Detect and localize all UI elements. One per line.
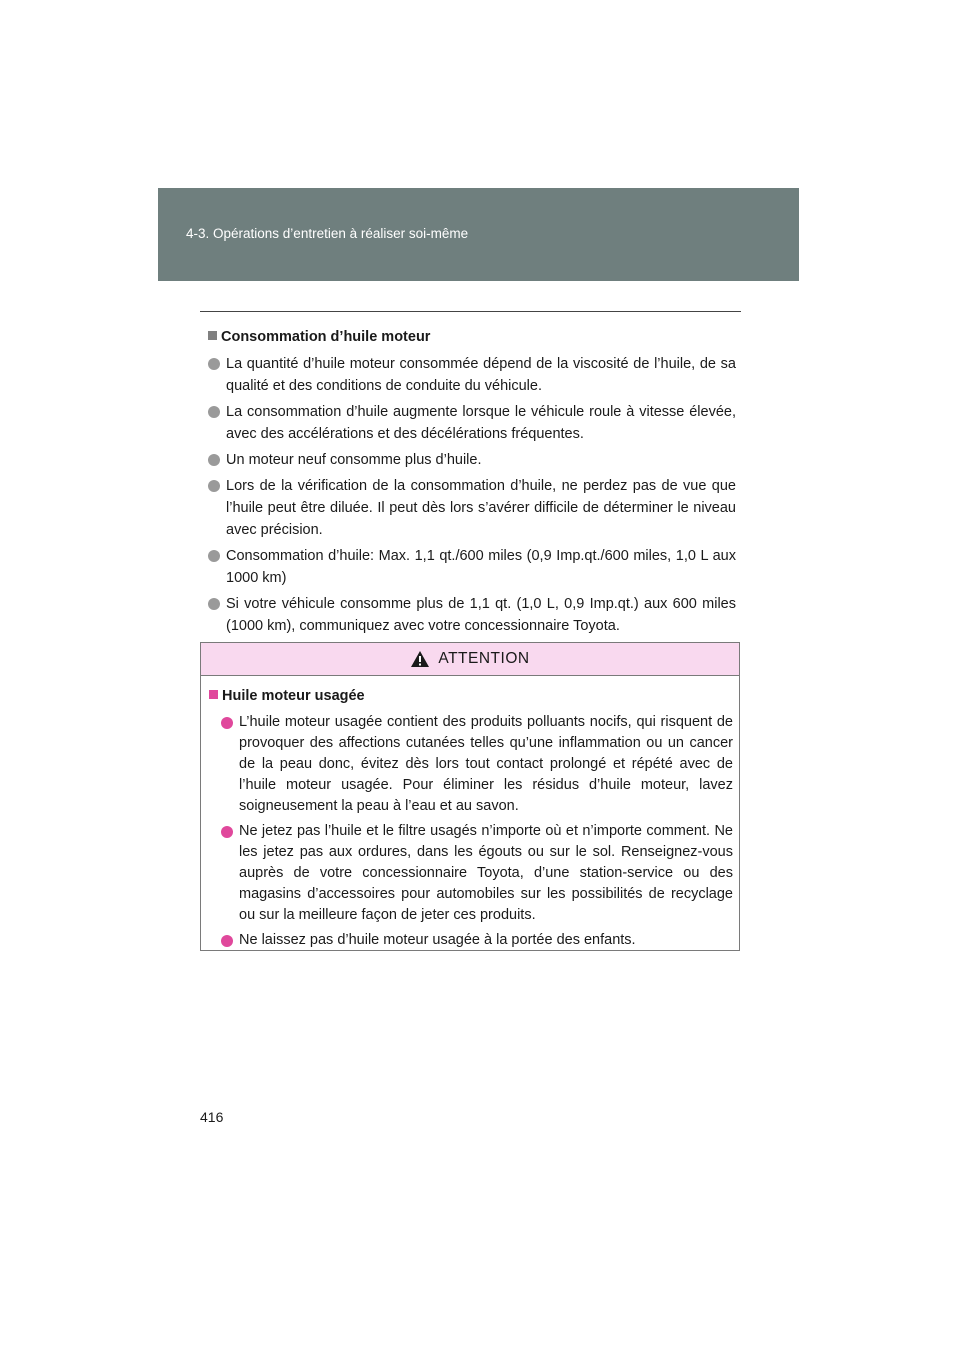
header-band: [158, 188, 799, 281]
bullet-dot-icon: [208, 358, 220, 370]
bullet-dot-icon: [208, 598, 220, 610]
list-item: Consommation d’huile: Max. 1,1 qt./600 miles (0,9 Imp.qt./600 miles, 1,0 L aux 1000 km): [208, 545, 736, 589]
list-item: Ne jetez pas l’huile et le filtre usagés n’importe où et n’importe comment. Ne les jetez pas aux ordures, dans les égouts ou sur le sol. Renseignez-vous auprès de votre concessionnaire Toyota, d’une station-service ou des magasins d’accessoires pour automobiles sur les possibilités de recyclage ou sur la meilleure façon de jeter ces produits.: [221, 821, 733, 926]
bullet-dot-icon: [221, 826, 233, 838]
warning-label: ATTENTION: [438, 650, 530, 667]
section-divider: [200, 311, 741, 312]
warning-header: [201, 643, 739, 676]
bullet-dot-icon: [208, 454, 220, 466]
section-heading: [208, 327, 736, 347]
square-bullet-icon: [208, 331, 217, 340]
warning-heading: [209, 686, 733, 706]
warning-title: Huile moteur usagée: [222, 688, 365, 704]
bullet-dot-icon: [208, 480, 220, 492]
page-number: 416: [200, 1109, 224, 1125]
bullet-dot-icon: [208, 550, 220, 562]
section-list: [208, 353, 736, 637]
list-item: Lors de la vérification de la consommation d’huile, ne perdez pas de vue que l’huile peut être diluée. Il peut dès lors s’avérer difficile de déterminer le niveau avec précision.: [208, 475, 736, 541]
list-item: Si votre véhicule consomme plus de 1,1 qt. (1,0 L, 0,9 Imp.qt.) aux 600 miles (1000 km), communiquez avec votre concessionnaire Toyota.: [208, 593, 736, 637]
bullet-dot-icon: [208, 406, 220, 418]
list-item: La consommation d’huile augmente lorsque le véhicule roule à vitesse élevée, avec des accélérations et des décélérations fréquentes.: [208, 401, 736, 445]
list-item: Ne laissez pas d’huile moteur usagée à la portée des enfants.: [221, 930, 733, 951]
chapter-title: 4-3. Opérations d’entretien à réaliser soi-même: [186, 226, 469, 241]
oil-consumption-section: [208, 327, 736, 641]
section-title: Consommation d’huile moteur: [221, 329, 431, 345]
warning-list: [221, 712, 733, 951]
bullet-dot-icon: [221, 717, 233, 729]
square-bullet-icon: [209, 690, 218, 699]
warning-box: [200, 642, 740, 951]
warning-body: [201, 676, 739, 951]
bullet-dot-icon: [221, 935, 233, 947]
list-item: La quantité d’huile moteur consommée dépend de la viscosité de l’huile, de sa qualité et des conditions de conduite du véhicule.: [208, 353, 736, 397]
warning-triangle-icon: [410, 650, 430, 668]
list-item: Un moteur neuf consomme plus d’huile.: [208, 449, 736, 471]
list-item: L’huile moteur usagée contient des produits polluants nocifs, qui risquent de provoquer des affections cutanées telles qu’une inflammation ou un cancer de la peau donc, évitez dès lors tout contact prolongé et répété avec de l’huile moteur usagée. Pour éliminer les résidus d’huile moteur, lavez soigneusement la peau à l’eau et au savon.: [221, 712, 733, 817]
